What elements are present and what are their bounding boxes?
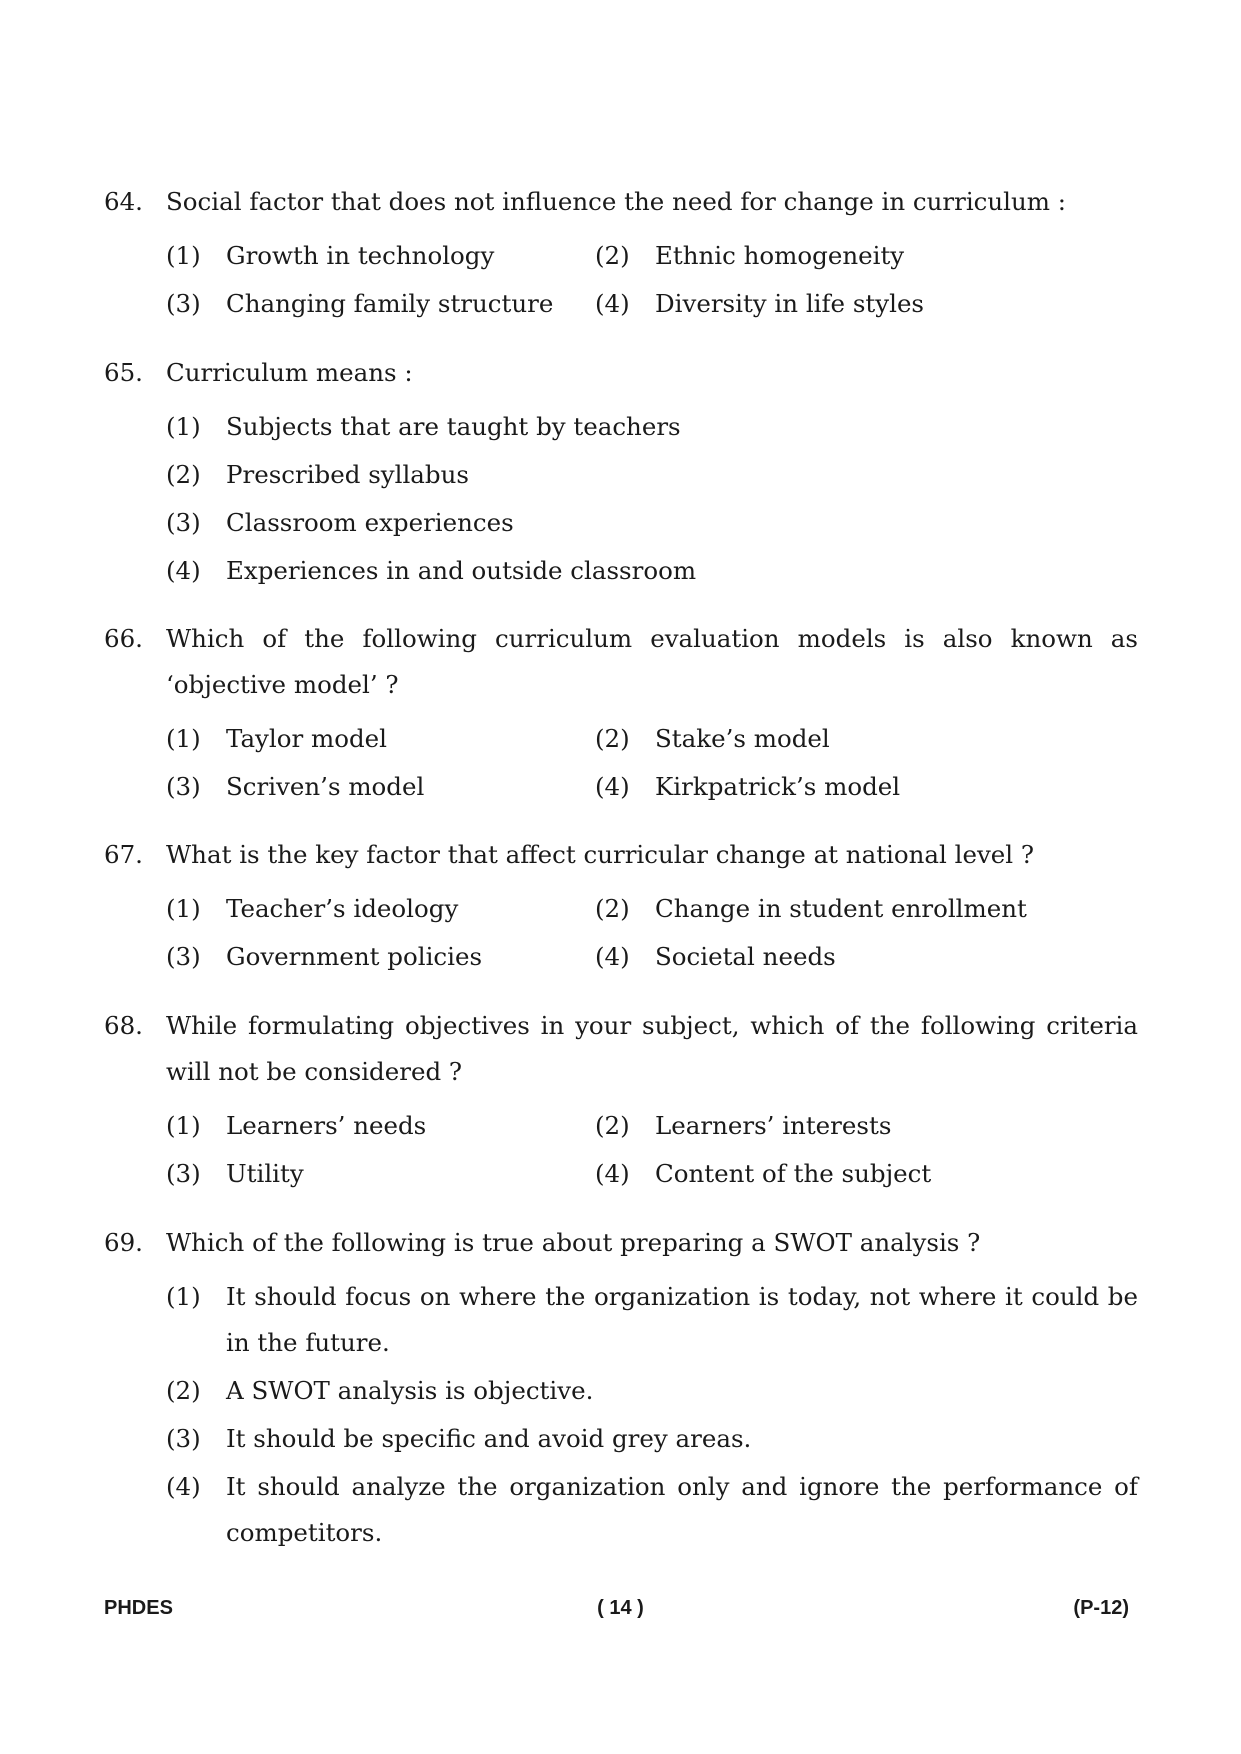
question-66 (104, 616, 1138, 810)
question-text: While formulating objectives in your subject, which of the following criteria will not be considered ? (166, 1011, 1138, 1086)
question-number: 65. (104, 358, 143, 387)
option-text: Experiences in and outside classroom (226, 556, 697, 585)
option-number: (2) (166, 1376, 201, 1405)
option-text: Societal needs (655, 942, 836, 971)
footer-paper-code: PHDES (104, 1597, 173, 1619)
option-number: (4) (595, 289, 630, 318)
question-text: Which of the following curriculum evaluation models is also known as ‘objective model’ ? (166, 624, 1138, 699)
option-text: Learners’ needs (226, 1111, 427, 1140)
option-text: Subjects that are taught by teachers (226, 412, 681, 441)
option-4 (595, 1151, 1138, 1197)
options (166, 1103, 1138, 1197)
question-69 (104, 1220, 1138, 1558)
footer-set-code: (P-12) (1073, 1597, 1129, 1619)
option-3 (166, 281, 595, 327)
option-3 (166, 764, 595, 810)
option-2 (595, 716, 1138, 762)
option-3 (166, 1151, 595, 1197)
question-67 (104, 832, 1138, 980)
option-2 (166, 452, 1138, 498)
option-2 (595, 1103, 1138, 1149)
option-4 (166, 548, 1138, 594)
option-4 (166, 1464, 1138, 1556)
option-text: Prescribed syllabus (226, 460, 469, 489)
option-number: (1) (166, 1111, 201, 1140)
option-number: (4) (166, 1472, 201, 1501)
footer-page-number: ( 14 ) (597, 1597, 644, 1619)
option-number: (1) (166, 412, 201, 441)
option-1 (166, 1103, 595, 1149)
option-number: (4) (595, 942, 630, 971)
option-text: Learners’ interests (655, 1111, 892, 1140)
question-text: Social factor that does not influence the need for change in curriculum : (166, 187, 1067, 216)
option-number: (1) (166, 724, 201, 753)
option-number: (4) (595, 1159, 630, 1188)
option-1 (166, 886, 595, 932)
question-text: What is the key factor that affect curricular change at national level ? (166, 840, 1035, 869)
option-text: A SWOT analysis is objective. (226, 1376, 594, 1405)
option-number: (3) (166, 1424, 201, 1453)
option-number: (4) (595, 772, 630, 801)
option-3 (166, 1416, 1138, 1462)
options (166, 1274, 1138, 1556)
option-3 (166, 934, 595, 980)
option-number: (1) (166, 1282, 201, 1311)
option-1 (166, 404, 1138, 450)
option-text: Changing family structure (226, 289, 554, 318)
option-number: (2) (595, 1111, 630, 1140)
question-number: 69. (104, 1228, 143, 1257)
option-text: It should analyze the organization only and ignore the performance of competitors. (226, 1472, 1138, 1547)
option-2 (595, 886, 1138, 932)
option-text: Stake’s model (655, 724, 830, 753)
option-text: Growth in technology (226, 241, 495, 270)
option-number: (3) (166, 942, 201, 971)
option-1 (166, 233, 595, 279)
question-68 (104, 1003, 1138, 1197)
option-3 (166, 500, 1138, 546)
option-number: (3) (166, 508, 201, 537)
option-1 (166, 716, 595, 762)
question-text: Curriculum means : (166, 358, 413, 387)
option-text: Classroom experiences (226, 508, 514, 537)
question-number: 66. (104, 624, 143, 653)
question-64 (104, 179, 1138, 327)
option-number: (1) (166, 894, 201, 923)
question-number: 68. (104, 1011, 143, 1040)
question-number: 67. (104, 840, 143, 869)
option-text: Change in student enrollment (655, 894, 1027, 923)
option-1 (166, 1274, 1138, 1366)
question-65 (104, 350, 1138, 596)
option-number: (4) (166, 556, 201, 585)
option-text: It should be specific and avoid grey areas. (226, 1424, 752, 1453)
option-2 (166, 1368, 1138, 1414)
option-number: (2) (595, 241, 630, 270)
option-number: (3) (166, 1159, 201, 1188)
options (166, 233, 1138, 327)
option-4 (595, 281, 1138, 327)
option-text: Content of the subject (655, 1159, 932, 1188)
options (166, 404, 1138, 594)
option-text: Kirkpatrick’s model (655, 772, 901, 801)
option-number: (3) (166, 772, 201, 801)
options (166, 716, 1138, 810)
option-4 (595, 934, 1138, 980)
option-text: Government policies (226, 942, 483, 971)
option-text: Utility (226, 1159, 304, 1188)
option-text: It should focus on where the organization is today, not where it could be in the future. (226, 1282, 1138, 1357)
question-number: 64. (104, 187, 143, 216)
option-text: Diversity in life styles (655, 289, 925, 318)
question-text: Which of the following is true about preparing a SWOT analysis ? (166, 1228, 981, 1257)
option-number: (2) (595, 724, 630, 753)
option-number: (3) (166, 289, 201, 318)
options (166, 886, 1138, 980)
option-number: (1) (166, 241, 201, 270)
option-text: Teacher’s ideology (226, 894, 459, 923)
option-text: Ethnic homogeneity (655, 241, 905, 270)
option-4 (595, 764, 1138, 810)
option-2 (595, 233, 1138, 279)
option-text: Taylor model (226, 724, 387, 753)
option-text: Scriven’s model (226, 772, 425, 801)
option-number: (2) (166, 460, 201, 489)
option-number: (2) (595, 894, 630, 923)
